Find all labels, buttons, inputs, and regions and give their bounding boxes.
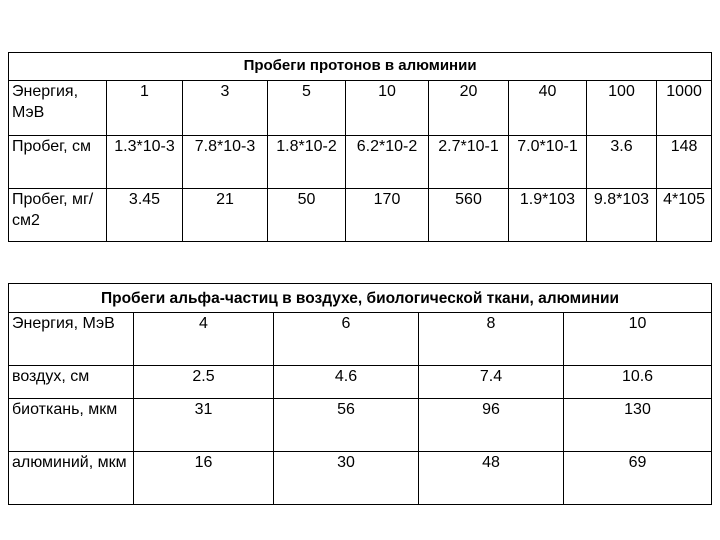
energy-cell: 40: [509, 81, 587, 136]
range-mg-cell: 560: [429, 189, 509, 242]
tissue-cell: 56: [274, 399, 419, 452]
range-cm-cell: 1.3*10-3: [107, 136, 183, 189]
proton-table-title: Пробеги протонов в алюминии: [9, 53, 712, 81]
range-cm-cell: 148: [657, 136, 712, 189]
range-mg-cell: 1.9*103: [509, 189, 587, 242]
energy-cell: 1: [107, 81, 183, 136]
aluminum-cell: 48: [419, 452, 564, 505]
aluminum-cell: 30: [274, 452, 419, 505]
energy-cell: 1000: [657, 81, 712, 136]
energy-cell: 10: [564, 313, 712, 366]
energy-cell: 10: [346, 81, 429, 136]
range-mg-cell: 3.45: [107, 189, 183, 242]
row-label-energy: Энергия, МэВ: [9, 81, 107, 136]
energy-cell: 5: [268, 81, 346, 136]
energy-cell: 20: [429, 81, 509, 136]
aluminum-cell: 16: [134, 452, 274, 505]
row-label-range-mg: Пробег, мг/см2: [9, 189, 107, 242]
air-cell: 7.4: [419, 366, 564, 399]
row-label-tissue: биоткань, мкм: [9, 399, 134, 452]
air-cell: 10.6: [564, 366, 712, 399]
aluminum-cell: 69: [564, 452, 712, 505]
range-cm-cell: 1.8*10-2: [268, 136, 346, 189]
energy-cell: 100: [587, 81, 657, 136]
energy-cell: 6: [274, 313, 419, 366]
row-label-aluminum: алюминий, мкм: [9, 452, 134, 505]
air-cell: 4.6: [274, 366, 419, 399]
tissue-cell: 96: [419, 399, 564, 452]
range-mg-cell: 50: [268, 189, 346, 242]
proton-range-table: [8, 52, 712, 242]
air-cell: 2.5: [134, 366, 274, 399]
range-cm-cell: 2.7*10-1: [429, 136, 509, 189]
range-mg-cell: 9.8*103: [587, 189, 657, 242]
alpha-table-title: Пробеги альфа-частиц в воздухе, биологической ткани, алюминии: [9, 284, 712, 313]
energy-cell: 3: [183, 81, 268, 136]
alpha-range-table: [8, 283, 712, 505]
tissue-cell: 130: [564, 399, 712, 452]
row-label-range-cm: Пробег, см: [9, 136, 107, 189]
range-mg-cell: 21: [183, 189, 268, 242]
energy-cell: 4: [134, 313, 274, 366]
range-mg-cell: 170: [346, 189, 429, 242]
range-mg-cell: 4*105: [657, 189, 712, 242]
range-cm-cell: 3.6: [587, 136, 657, 189]
tissue-cell: 31: [134, 399, 274, 452]
energy-cell: 8: [419, 313, 564, 366]
range-cm-cell: 7.8*10-3: [183, 136, 268, 189]
row-label-energy: Энергия, МэВ: [9, 313, 134, 366]
row-label-air: воздух, см: [9, 366, 134, 399]
range-cm-cell: 6.2*10-2: [346, 136, 429, 189]
range-cm-cell: 7.0*10-1: [509, 136, 587, 189]
